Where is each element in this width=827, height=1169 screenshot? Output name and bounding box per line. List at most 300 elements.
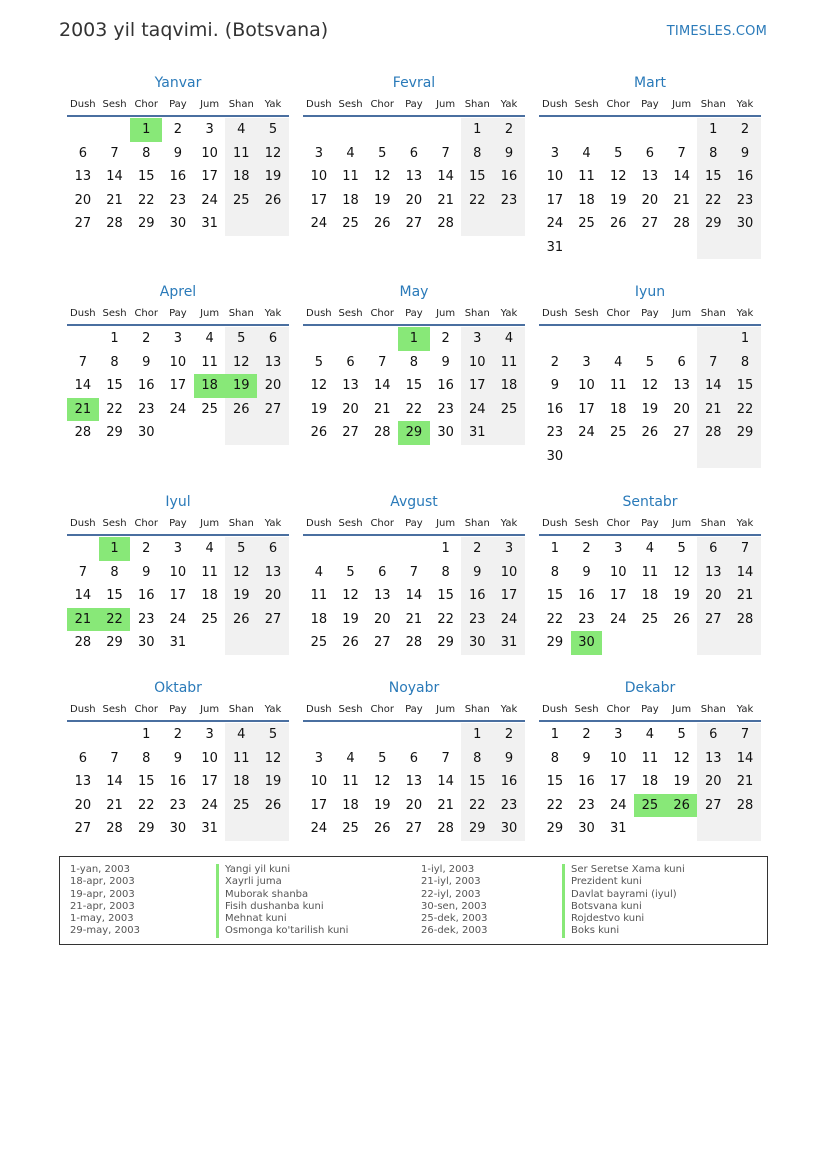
empty-cell — [634, 817, 666, 841]
day-cell: 15 — [405, 378, 423, 393]
day-cell: 25 — [201, 611, 218, 627]
day-cell: 4 — [205, 541, 214, 556]
day-cell: 20 — [641, 192, 659, 208]
day-cell: 22 — [697, 189, 729, 213]
day-cell: 8 — [142, 750, 151, 766]
weekday-label: Yak — [500, 704, 518, 715]
empty-cell — [729, 445, 761, 469]
empty-cell — [225, 421, 257, 445]
day-cell: 6 — [645, 145, 655, 161]
weekday-label: Jum — [436, 99, 456, 110]
day-cell: 2 — [550, 354, 559, 370]
day-cell: 26 — [641, 425, 659, 440]
day-cell: 29 — [106, 635, 123, 650]
legend-holiday-name: Muborak shanba — [216, 889, 348, 901]
month-name: Aprel — [159, 284, 197, 300]
day-cell: 23 — [578, 797, 595, 813]
day-cell: 6 — [378, 564, 387, 580]
weekday-label: Pay — [641, 704, 659, 715]
day-cell: 16 — [578, 588, 595, 603]
weekday-label: Jum — [200, 518, 220, 529]
day-cell: 30 — [546, 448, 564, 464]
empty-cell — [493, 421, 525, 445]
empty-cell — [430, 118, 462, 142]
day-cell: 27 — [257, 398, 289, 422]
day-cell: 5 — [677, 541, 686, 556]
day-cell: 19 — [609, 192, 627, 208]
month-block — [67, 492, 289, 655]
weekday-label: Dush — [306, 518, 332, 529]
weekday-label: Sesh — [574, 99, 599, 110]
empty-cell — [539, 118, 571, 142]
month-block — [303, 678, 525, 841]
day-cell: 27 — [342, 425, 359, 440]
day-cell: 20 — [405, 797, 423, 813]
empty-cell — [634, 327, 666, 351]
weekday-label: Pay — [169, 308, 187, 319]
weekday-label: Shan — [228, 308, 254, 319]
weekday-label: Yak — [500, 308, 518, 319]
weekday-label: Shan — [464, 704, 490, 715]
day-cell: 23 — [461, 608, 493, 632]
empty-cell — [257, 631, 289, 655]
weekday-label: Shan — [464, 518, 490, 529]
day-cell: 30 — [169, 216, 187, 231]
day-cell: 10 — [169, 354, 187, 370]
month-block — [67, 678, 289, 841]
weekday-label: Yak — [500, 99, 518, 110]
weekday-label: Yak — [264, 99, 282, 110]
day-cell: 3 — [582, 354, 591, 370]
weekday-header — [67, 93, 289, 117]
day-cell: 16 — [729, 165, 761, 189]
weekday-label: Shan — [700, 308, 726, 319]
day-cell: 31 — [169, 635, 187, 650]
day-cell: 7 — [441, 750, 450, 766]
empty-cell — [303, 537, 335, 561]
day-cell: 22 — [137, 797, 155, 813]
day-cell: 30 — [729, 212, 761, 236]
holiday-cell: 29 — [398, 421, 430, 445]
weekday-header — [303, 512, 525, 536]
day-cell: 23 — [493, 189, 525, 213]
weekday-label: Jum — [200, 99, 220, 110]
day-cell: 2 — [173, 727, 183, 742]
day-cell: 18 — [609, 401, 627, 417]
day-cell: 30 — [137, 425, 155, 440]
day-cell: 19 — [641, 401, 659, 417]
day-cell: 20 — [673, 401, 690, 417]
day-cell: 27 — [641, 216, 659, 231]
day-cell: 3 — [493, 537, 525, 561]
day-cell: 16 — [169, 169, 187, 184]
day-cell: 2 — [142, 331, 151, 346]
day-cell: 14 — [437, 774, 454, 789]
day-cell: 1 — [461, 723, 493, 747]
day-cell: 17 — [310, 192, 328, 208]
day-cell: 17 — [461, 374, 493, 398]
empty-cell — [634, 118, 666, 142]
day-cell: 14 — [729, 561, 761, 585]
day-cell: 21 — [373, 401, 391, 417]
day-cell: 6 — [677, 354, 686, 370]
empty-cell — [366, 327, 398, 351]
day-cell: 14 — [729, 747, 761, 771]
day-cell: 31 — [546, 239, 564, 255]
day-cell: 4 — [582, 145, 591, 161]
day-cell: 19 — [310, 401, 328, 417]
day-cell: 24 — [169, 401, 187, 417]
holiday-cell: 30 — [571, 631, 603, 655]
day-cell: 20 — [373, 611, 391, 627]
month-name: Yanvar — [154, 75, 202, 91]
day-cell: 13 — [373, 588, 391, 603]
day-cell: 20 — [257, 584, 289, 608]
empty-cell — [571, 327, 603, 351]
day-cell: 4 — [645, 727, 655, 742]
weekday-label: Dush — [306, 308, 332, 319]
page-title: 2003 yil taqvimi. (Botsvana) — [59, 19, 329, 41]
day-cell: 26 — [225, 398, 257, 422]
day-cell: 5 — [645, 354, 655, 370]
day-cell: 18 — [310, 611, 328, 627]
day-cell: 27 — [257, 608, 289, 632]
day-cell: 12 — [225, 351, 257, 375]
day-cell: 19 — [673, 588, 690, 603]
day-cell: 6 — [409, 750, 419, 766]
day-cell: 31 — [493, 631, 525, 655]
day-cell: 18 — [342, 797, 359, 813]
legend-dates-1 — [70, 864, 140, 938]
day-cell: 19 — [257, 165, 289, 189]
day-cell: 12 — [641, 378, 659, 393]
day-cell: 4 — [346, 750, 355, 766]
day-cell: 27 — [673, 425, 690, 440]
day-cell: 4 — [346, 145, 355, 161]
day-cell: 16 — [169, 774, 187, 789]
day-cell: 14 — [437, 169, 454, 184]
day-cell: 6 — [257, 327, 289, 351]
day-cell: 14 — [673, 169, 690, 184]
day-cell: 26 — [257, 189, 289, 213]
day-cell: 8 — [110, 354, 119, 370]
day-cell: 24 — [201, 192, 218, 208]
legend-holiday-name: Xayrli juma — [216, 876, 348, 888]
legend-date: 18-apr, 2003 — [70, 876, 135, 888]
legend-date: 30-sen, 2003 — [421, 900, 487, 912]
day-cell: 18 — [641, 588, 659, 603]
empty-cell — [194, 421, 226, 445]
day-cell: 9 — [173, 750, 183, 766]
day-cell: 7 — [729, 723, 761, 747]
day-grid — [67, 723, 289, 841]
weekday-label: Chor — [606, 308, 630, 319]
weekday-label: Jum — [672, 518, 692, 529]
day-cell: 15 — [106, 378, 123, 393]
day-cell: 5 — [614, 145, 623, 161]
day-cell: 7 — [677, 145, 686, 161]
weekday-label: Jum — [200, 704, 220, 715]
day-cell: 24 — [609, 611, 627, 627]
legend-names-1 — [216, 864, 348, 938]
day-cell: 20 — [342, 401, 359, 417]
legend-date: 1-yan, 2003 — [70, 864, 130, 875]
day-cell: 22 — [729, 398, 761, 422]
day-cell: 8 — [110, 564, 119, 580]
weekday-label: Chor — [134, 308, 158, 319]
day-cell: 4 — [645, 541, 655, 556]
day-cell: 25 — [225, 794, 257, 818]
legend-holiday-name: Fisih dushanba kuni — [216, 901, 348, 913]
empty-cell — [697, 445, 729, 469]
day-cell: 4 — [225, 118, 257, 142]
holiday-cell: 1 — [130, 118, 162, 142]
day-cell: 25 — [641, 611, 659, 627]
day-cell: 9 — [493, 747, 525, 771]
day-cell: 26 — [257, 794, 289, 818]
day-cell: 11 — [578, 169, 595, 184]
day-cell: 29 — [137, 216, 155, 231]
day-cell: 10 — [201, 750, 218, 766]
month-name: Avgust — [390, 494, 438, 510]
site-link[interactable]: TIMESLES.COM — [666, 24, 767, 39]
day-cell: 11 — [641, 564, 659, 580]
empty-cell — [162, 421, 194, 445]
day-cell: 7 — [78, 354, 87, 370]
weekday-label: Yak — [736, 518, 754, 529]
day-cell: 2 — [173, 122, 183, 137]
weekday-label: Pay — [169, 518, 187, 529]
day-cell: 21 — [673, 192, 690, 208]
empty-cell — [335, 327, 367, 351]
day-cell: 8 — [461, 142, 493, 166]
empty-cell — [729, 236, 761, 260]
weekday-label: Pay — [641, 518, 659, 529]
month-name: Iyun — [634, 284, 666, 300]
day-cell: 31 — [201, 821, 218, 836]
day-cell: 19 — [257, 770, 289, 794]
weekday-label: Shan — [228, 704, 254, 715]
holiday-cell: 1 — [99, 537, 131, 561]
legend-holiday-name: Yangi yil kuni — [216, 864, 348, 876]
month-block — [67, 73, 289, 236]
weekday-label: Yak — [264, 518, 282, 529]
day-cell: 19 — [225, 584, 257, 608]
day-cell: 7 — [78, 564, 87, 580]
day-cell: 3 — [614, 541, 623, 556]
day-cell: 15 — [106, 588, 123, 603]
weekday-label: Yak — [500, 518, 518, 529]
day-cell: 10 — [201, 145, 218, 161]
weekday-label: Sesh — [102, 518, 127, 529]
day-cell: 21 — [106, 192, 123, 208]
day-cell: 16 — [493, 770, 525, 794]
empty-cell — [225, 817, 257, 841]
day-cell: 1 — [550, 727, 559, 742]
day-cell: 17 — [169, 588, 187, 603]
day-cell: 17 — [169, 378, 187, 393]
weekday-label: Dush — [70, 518, 96, 529]
day-cell: 23 — [578, 611, 595, 627]
day-cell: 21 — [405, 611, 423, 627]
day-cell: 25 — [225, 189, 257, 213]
day-cell: 2 — [461, 537, 493, 561]
month-block — [539, 492, 761, 655]
day-cell: 3 — [461, 327, 493, 351]
weekday-label: Chor — [134, 704, 158, 715]
empty-cell — [729, 631, 761, 655]
empty-cell — [430, 723, 462, 747]
weekday-label: Shan — [228, 518, 254, 529]
day-cell: 21 — [437, 797, 454, 813]
day-cell: 24 — [493, 608, 525, 632]
day-cell: 27 — [697, 608, 729, 632]
day-grid — [303, 118, 525, 236]
weekday-label: Yak — [264, 308, 282, 319]
day-cell: 27 — [405, 821, 423, 836]
holiday-cell: 22 — [99, 608, 131, 632]
day-cell: 28 — [106, 821, 123, 836]
day-cell: 10 — [310, 774, 328, 789]
day-cell: 28 — [373, 425, 391, 440]
day-cell: 6 — [409, 145, 419, 161]
day-cell: 30 — [578, 821, 595, 836]
day-cell: 7 — [110, 145, 119, 161]
weekday-label: Dush — [70, 308, 96, 319]
empty-cell — [697, 327, 729, 351]
day-cell: 12 — [225, 561, 257, 585]
day-cell: 9 — [441, 354, 450, 370]
day-cell: 12 — [342, 588, 359, 603]
empty-cell — [634, 445, 666, 469]
day-cell: 17 — [493, 584, 525, 608]
day-cell: 25 — [578, 216, 595, 231]
day-grid — [67, 118, 289, 236]
day-cell: 17 — [546, 192, 564, 208]
weekday-label: Chor — [606, 704, 630, 715]
day-cell: 18 — [342, 192, 359, 208]
day-cell: 20 — [74, 797, 92, 813]
day-cell: 22 — [461, 189, 493, 213]
day-grid — [67, 537, 289, 655]
holiday-cell: 26 — [666, 794, 698, 818]
day-cell: 28 — [673, 216, 690, 231]
day-grid — [539, 118, 761, 259]
empty-cell — [335, 537, 367, 561]
day-cell: 15 — [437, 588, 454, 603]
day-cell: 3 — [173, 331, 183, 346]
day-cell: 3 — [614, 727, 623, 742]
day-cell: 23 — [729, 189, 761, 213]
weekday-header — [303, 302, 525, 326]
legend-date: 1-iyl, 2003 — [421, 864, 475, 875]
day-cell: 8 — [142, 145, 151, 161]
legend-date: 25-dek, 2003 — [421, 913, 488, 925]
day-grid — [303, 327, 525, 445]
day-cell: 14 — [74, 378, 92, 393]
day-cell: 30 — [493, 817, 525, 841]
day-grid — [539, 723, 761, 841]
empty-cell — [257, 212, 289, 236]
empty-cell — [602, 327, 634, 351]
day-cell: 9 — [729, 142, 761, 166]
weekday-header — [67, 302, 289, 326]
day-cell: 7 — [409, 564, 419, 580]
empty-cell — [493, 212, 525, 236]
day-cell: 14 — [106, 774, 123, 789]
empty-cell — [539, 327, 571, 351]
day-cell: 17 — [578, 401, 595, 417]
weekday-label: Jum — [672, 308, 692, 319]
day-cell: 16 — [578, 774, 595, 789]
day-cell: 9 — [550, 378, 559, 393]
day-cell: 4 — [205, 331, 214, 346]
day-grid — [67, 327, 289, 445]
day-cell: 28 — [106, 216, 123, 231]
day-cell: 10 — [461, 351, 493, 375]
day-cell: 16 — [493, 165, 525, 189]
day-cell: 16 — [546, 401, 564, 417]
day-cell: 22 — [106, 401, 123, 417]
day-cell: 11 — [225, 142, 257, 166]
day-cell: 19 — [673, 774, 690, 789]
day-cell: 22 — [546, 797, 564, 813]
day-cell: 26 — [373, 821, 391, 836]
weekday-label: Dush — [306, 99, 332, 110]
day-cell: 28 — [729, 608, 761, 632]
day-cell: 9 — [582, 564, 591, 580]
empty-cell — [571, 236, 603, 260]
weekday-label: Jum — [672, 704, 692, 715]
legend-names-2 — [562, 864, 685, 938]
weekday-header — [67, 512, 289, 536]
empty-cell — [398, 537, 430, 561]
weekday-label: Chor — [370, 518, 394, 529]
weekday-label: Pay — [641, 308, 659, 319]
weekday-label: Pay — [405, 518, 423, 529]
day-cell: 15 — [461, 770, 493, 794]
day-cell: 11 — [342, 774, 359, 789]
day-cell: 27 — [74, 216, 92, 231]
legend-holiday-name: Osmonga ko'tarilish kuni — [216, 925, 348, 937]
weekday-label: Pay — [641, 99, 659, 110]
empty-cell — [666, 327, 698, 351]
day-cell: 8 — [461, 747, 493, 771]
day-cell: 6 — [697, 537, 729, 561]
day-cell: 17 — [609, 774, 627, 789]
day-cell: 12 — [673, 750, 690, 766]
day-cell: 11 — [493, 351, 525, 375]
day-cell: 4 — [614, 354, 623, 370]
legend-date: 1-may, 2003 — [70, 913, 134, 925]
day-cell: 15 — [461, 165, 493, 189]
day-cell: 25 — [201, 401, 218, 417]
weekday-label: Shan — [700, 518, 726, 529]
day-cell: 17 — [201, 169, 218, 184]
empty-cell — [634, 631, 666, 655]
weekday-label: Yak — [736, 308, 754, 319]
month-name: Noyabr — [388, 680, 440, 696]
month-name: Sentabr — [622, 494, 678, 510]
weekday-header — [303, 93, 525, 117]
day-cell: 9 — [142, 354, 151, 370]
empty-cell — [602, 118, 634, 142]
day-cell: 22 — [546, 611, 564, 627]
day-cell: 28 — [405, 635, 423, 650]
day-cell: 11 — [201, 354, 218, 370]
day-cell: 8 — [729, 351, 761, 375]
day-cell: 29 — [729, 421, 761, 445]
